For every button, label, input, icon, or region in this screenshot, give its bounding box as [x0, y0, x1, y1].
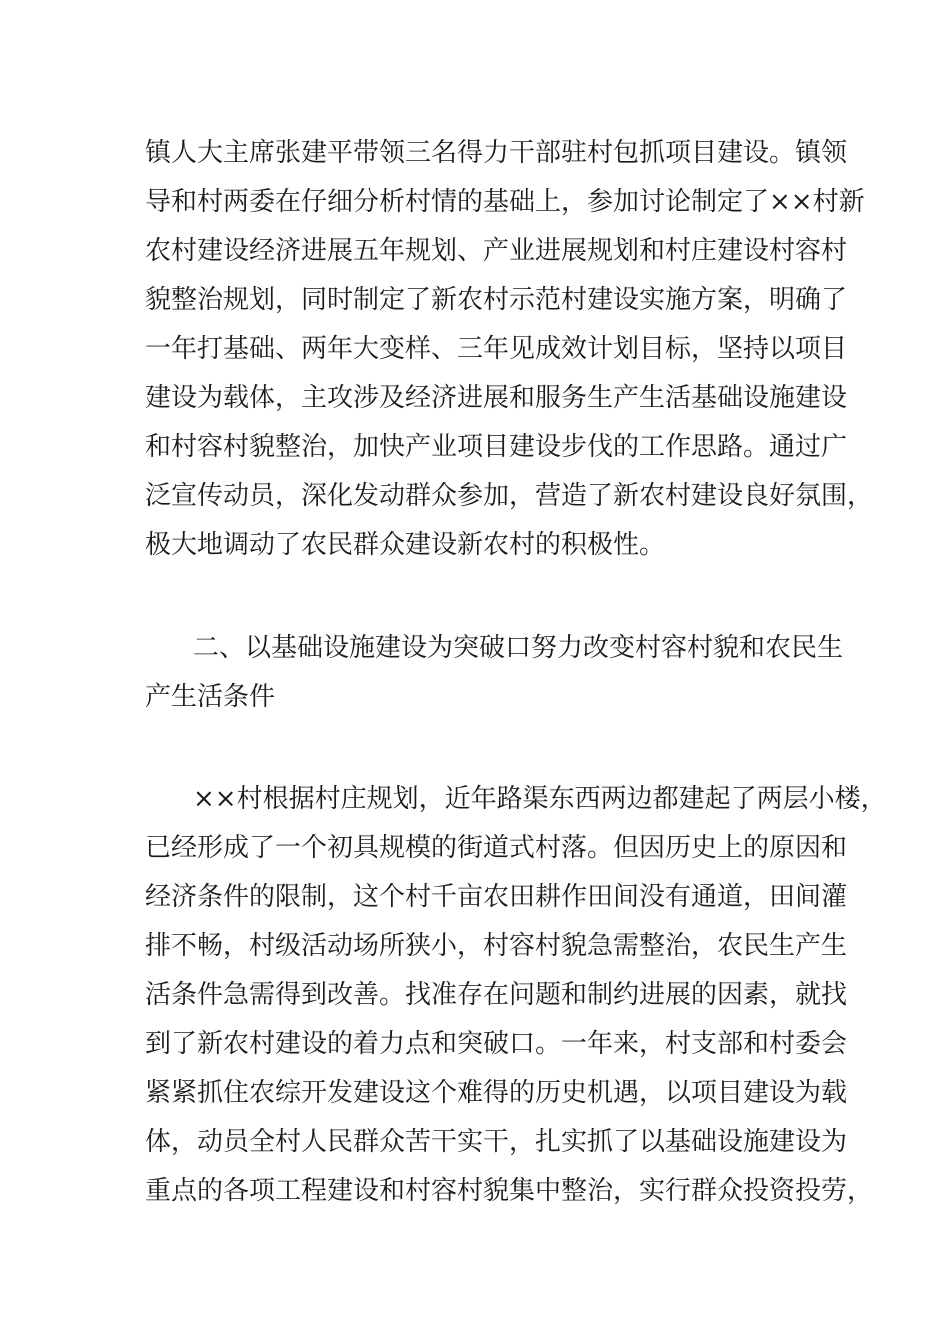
paragraph-2-line-1: ××村根据村庄规划，近年路渠东西两边都建起了两层小楼， [193, 784, 887, 814]
paragraph-2-line-4: 排不畅，村级活动场所狭小，村容村貌急需整治，农民生产生 [145, 931, 848, 961]
paragraph-1-line-3: 农村建设经济进展五年规划、产业进展规划和村庄建设村容村 [145, 236, 848, 266]
paragraph-1-line-8: 泛宣传动员，深化发动群众参加，营造了新农村建设良好氛围， [145, 481, 874, 511]
paragraph-1-line-5: 一年打基础、两年大变样、三年见成效计划目标，坚持以项目 [145, 334, 848, 364]
paragraph-2-line-5: 活条件急需得到改善。找准存在问题和制约进展的因素，就找 [145, 980, 848, 1010]
paragraph-2-line-7: 紧紧抓住农综开发建设这个难得的历史机遇，以项目建设为载 [145, 1078, 848, 1108]
paragraph-1-line-6: 建设为载体，主攻涉及经济进展和服务生产生活基础设施建设 [145, 383, 848, 413]
paragraph-2-line-9: 重点的各项工程建设和村容村貌集中整治，实行群众投资投劳， [145, 1176, 874, 1206]
paragraph-2-line-6: 到了新农村建设的着力点和突破口。一年来，村支部和村委会 [145, 1029, 848, 1059]
section-heading-line-1: 二、以基础设施建设为突破口努力改变村容村貌和农民生 [193, 633, 844, 663]
paragraph-1-line-4: 貌整治规划，同时制定了新农村示范村建设实施方案，明确了 [145, 285, 848, 315]
paragraph-1-line-7: 和村容村貌整治，加快产业项目建设步伐的工作思路。通过广 [145, 432, 848, 462]
paragraph-2-line-3: 经济条件的限制，这个村千亩农田耕作田间没有通道，田间灌 [145, 882, 848, 912]
paragraph-1-line-1: 镇人大主席张建平带领三名得力干部驻村包抓项目建设。镇领 [145, 138, 848, 168]
paragraph-2-line-2: 已经形成了一个初具规模的街道式村落。但因历史上的原因和 [145, 833, 848, 863]
section-heading-line-2: 产生活条件 [145, 682, 276, 712]
paragraph-1-line-9: 极大地调动了农民群众建设新农村的积极性。 [145, 530, 666, 560]
paragraph-2-line-8: 体，动员全村人民群众苦干实干，扎实抓了以基础设施建设为 [145, 1127, 848, 1157]
paragraph-1-line-2: 导和村两委在仔细分析村情的基础上，参加讨论制定了××村新 [145, 187, 865, 217]
